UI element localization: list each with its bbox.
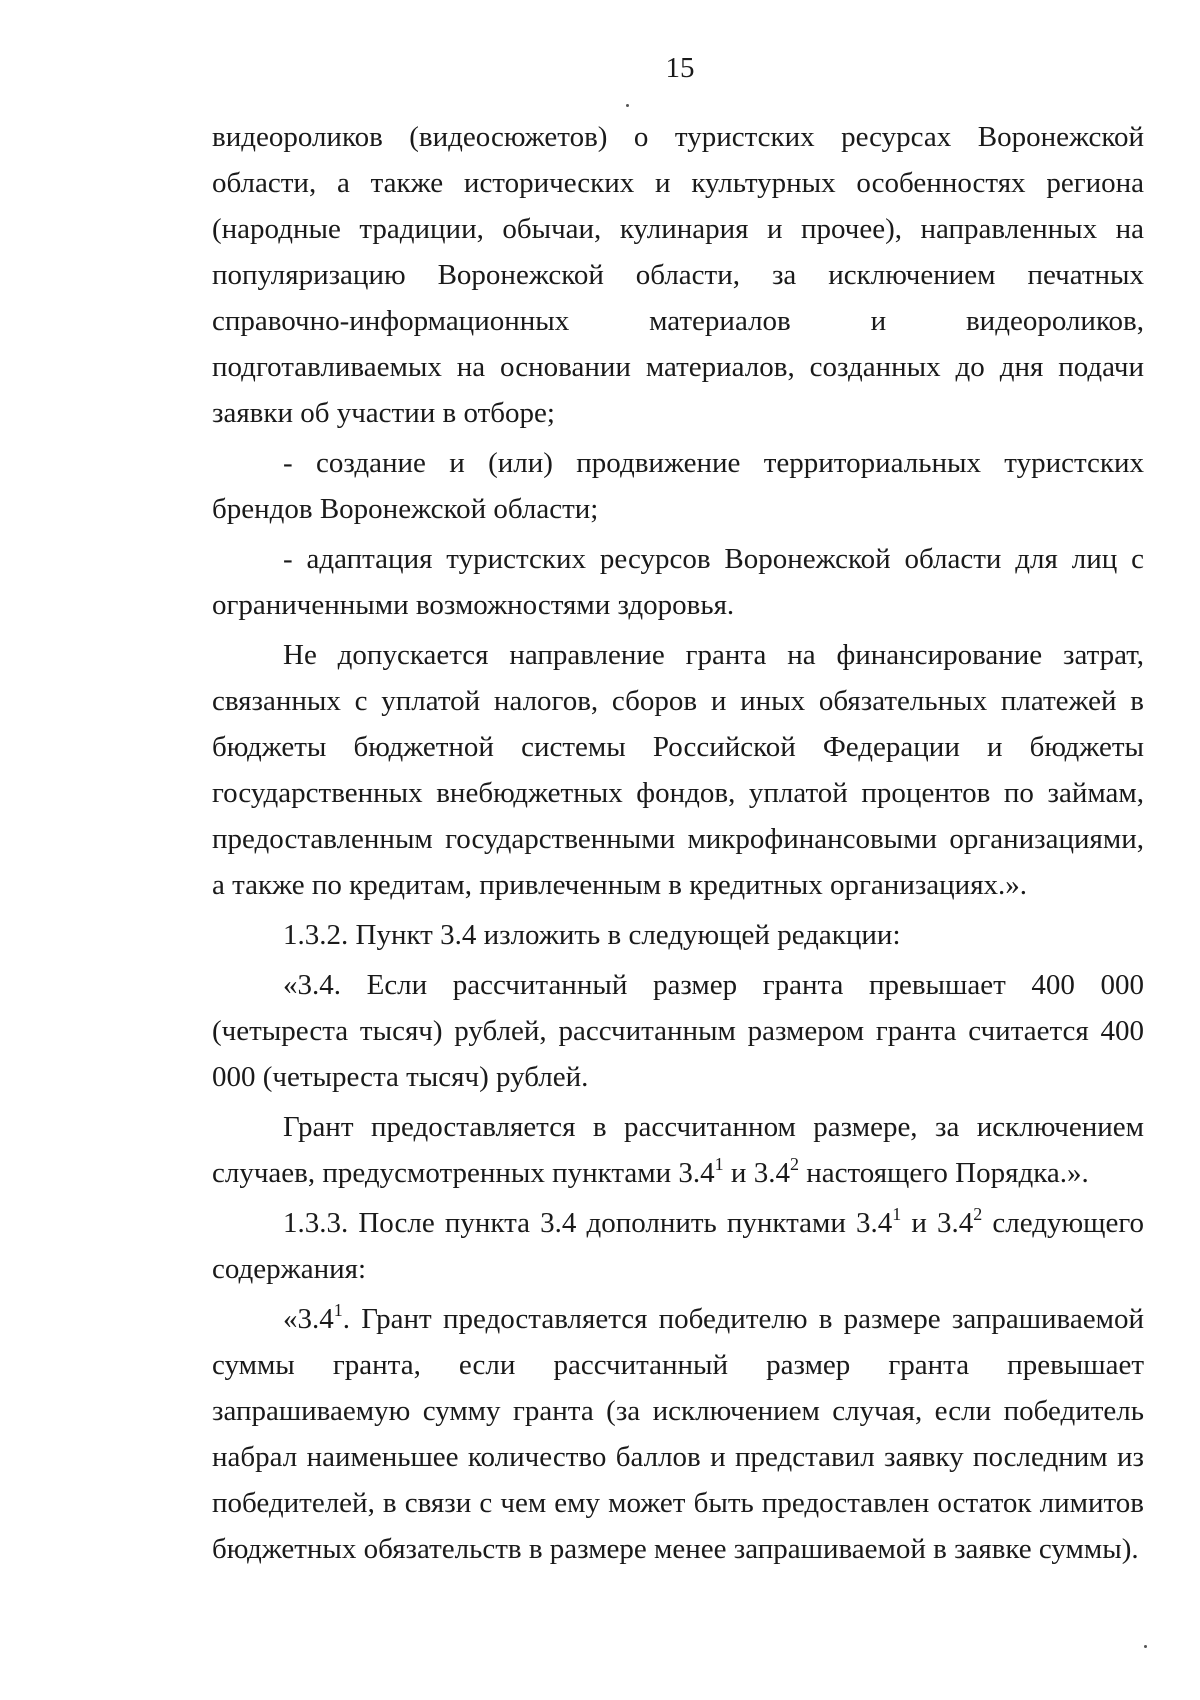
document-body — [212, 114, 1144, 1576]
paragraph-6: «3.4. Если рассчитанный размер гранта превышает 400 000 (четыреста тысяч) рублей, рассчитанным размером гранта считается 400 000 (четыреста тысяч) рублей. — [212, 969, 1144, 1093]
paragraph-9 — [212, 1296, 1144, 1572]
paragraph-2: - создание и (или) продвижение территориальных туристских брендов Воронежской области; — [212, 447, 1144, 525]
paragraph-8-text-c: следующего содержания: — [212, 1207, 1144, 1285]
superscript-1: 1 — [714, 1154, 724, 1174]
superscript-1: 1 — [333, 1300, 343, 1320]
paragraph-8-text-b: и 3.4 — [901, 1207, 974, 1239]
paragraph-7-text-a: Грант предоставляется в рассчитанном размере, за исключением случаев, предусмотренных пунктами 3.4 — [212, 1111, 1144, 1189]
paragraph-9-text-b: . Грант предоставляется победителю в размере запрашиваемой суммы гранта, если рассчитанный размер гранта превышает запрашиваемую сумму гранта (за исключением случая, если победитель набрал наименьшее количество баллов и представил заявку последним из победителей, в связи с чем ему может быть предоставлен остаток лимитов бюджетных обязательств в размере менее запрашиваемой в заявке суммы). — [212, 1303, 1144, 1565]
scan-speck — [626, 104, 629, 107]
paragraph-4: Не допускается направление гранта на финансирование затрат, связанных с уплатой налогов, сборов и иных обязательных платежей в бюджеты бюджетной системы Российской Федерации и бюджеты государственных внебюджетных фондов, уплатой процентов по займам, предоставленным государственными микрофинансовыми организациями, а также по кредитам, привлеченным в кредитных организациях.». — [212, 639, 1144, 901]
paragraph-8-text-a: 1.3.3. После пункта 3.4 дополнить пунктами 3.4 — [283, 1207, 893, 1239]
paragraph-1: видеороликов (видеосюжетов) о туристских ресурсах Воронежской области, а также исторических и культурных особенностях региона (народные традиции, обычаи, кулинария и прочее), направленных на популяризацию Воронежской области, за исключением печатных справочно-информационных материалов и видеороликов, подготавливаемых на основании материалов, созданных до дня подачи заявки об участии в отборе; — [212, 121, 1144, 429]
paragraph-7-text-c: настоящего Порядка.». — [798, 1157, 1089, 1189]
superscript-2: 2 — [789, 1154, 799, 1174]
scan-speck — [1144, 1645, 1147, 1648]
paragraph-3: - адаптация туристских ресурсов Воронежской области для лиц с ограниченными возможностями здоровья. — [212, 543, 1144, 621]
paragraph-8 — [212, 1200, 1144, 1292]
superscript-1: 1 — [892, 1204, 902, 1224]
paragraph-7 — [212, 1104, 1144, 1196]
paragraph-7-text-b: и 3.4 — [723, 1157, 790, 1189]
paragraph-5: 1.3.2. Пункт 3.4 изложить в следующей редакции: — [283, 919, 901, 951]
page-number: 15 — [665, 52, 695, 84]
superscript-2: 2 — [973, 1204, 983, 1224]
paragraph-9-text-a: «3.4 — [283, 1303, 334, 1335]
